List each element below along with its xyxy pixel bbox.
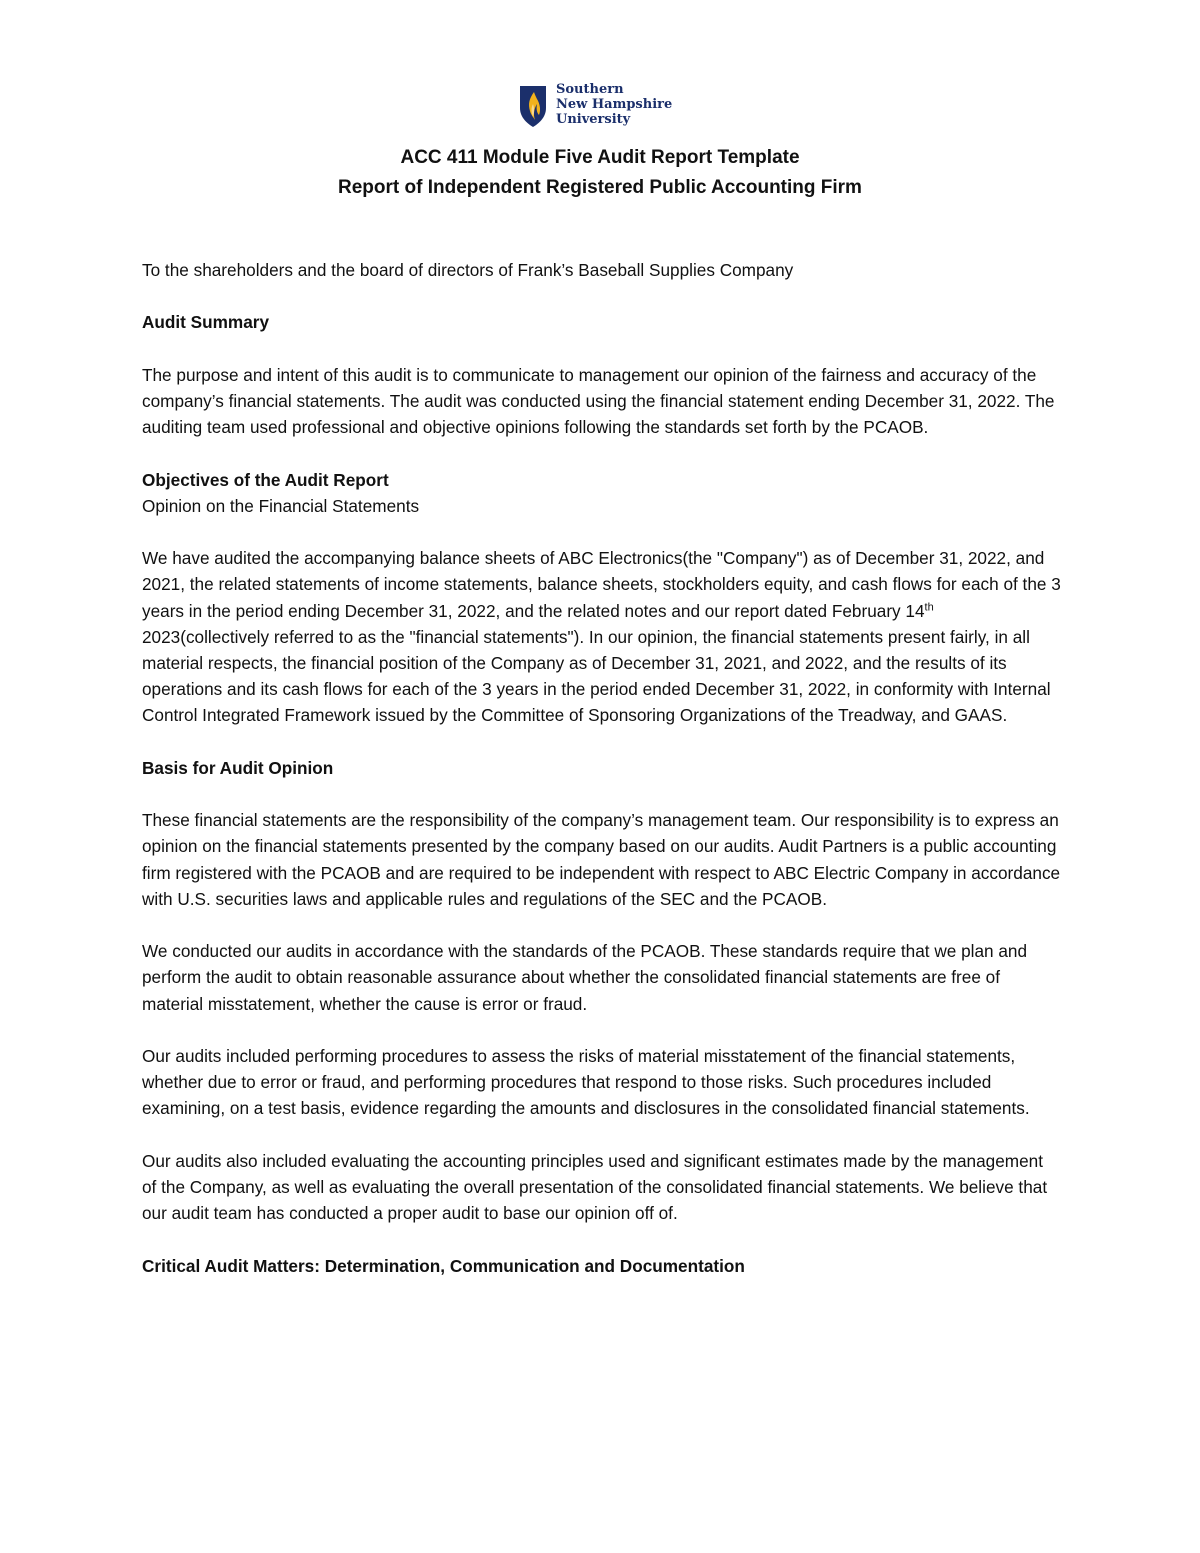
- objectives-heading: Objectives of the Audit Report: [142, 469, 389, 490]
- basis-paragraph-3: Our audits included performing procedures to assess the risks of material misstatement of the financial statements, whether due to error or fraud, and performing procedures that respond to those risks. Such procedures included examining, on a test basis, evidence regarding the amounts and disclosures in the consolidated financial statements.: [142, 1045, 1030, 1119]
- document-body: [142, 257, 1062, 1279]
- basis-paragraph-4: Our audits also included evaluating the accounting principles used and significant estimates made by the management of the Company, as well as evaluating the overall presentation of the consolidated financial statements. We believe that our audit team has conducted a proper audit to base our opinion off of.: [142, 1150, 1048, 1224]
- shield-flame-icon: [518, 84, 548, 128]
- ordinal-suffix: th: [924, 600, 934, 613]
- opinion-paragraph: [142, 545, 1062, 728]
- opinion-text-part-2: 2023(collectively referred to as the "financial statements"). In our opinion, the financial statements present fairly, in all material respects, the financial position of the Company as of December 31, 2021, and 2022, and the results of its operations and its cash flows for each of the 3 years in the period ended December 31, 2022, in conformity with Internal Control Integrated Framework issued by the Committee of Sponsoring Organizations of the Treadway, and GAAS.: [142, 626, 1051, 726]
- basis-paragraph-2: We conducted our audits in accordance with the standards of the PCAOB. These standards require that we plan and perform the audit to obtain reasonable assurance about whether the consolidated financial statements are free of material misstatement, whether the cause is error or fraud.: [142, 941, 1028, 1014]
- logo-line-3: University: [556, 112, 631, 127]
- logo-line-1: Southern: [556, 82, 624, 97]
- basis-paragraph-1: These financial statements are the responsibility of the company’s management team. Our responsibility is to express an opinion on the financial statements presented by the company based on our audits. Audit Partners is a public accounting firm registered with the PCAOB and are required to be independent with respect to ABC Electric Company in accordance with U.S. securities laws and applicable rules and regulations of the SEC and the PCAOB.: [142, 810, 1061, 909]
- logo-line-2: New Hampshire: [556, 97, 673, 112]
- objectives-subheading: Opinion on the Financial Statements: [142, 495, 420, 516]
- document-subtitle: Report of Independent Registered Public Accounting Firm: [338, 177, 862, 198]
- document-title: ACC 411 Module Five Audit Report Template: [400, 147, 800, 168]
- basis-heading: Basis for Audit Opinion: [142, 757, 334, 778]
- logo-wordmark: [556, 82, 672, 127]
- audit-summary-heading: Audit Summary: [142, 312, 270, 333]
- critical-audit-matters-heading: Critical Audit Matters: Determination, Communication and Documentation: [142, 1255, 745, 1276]
- addressee-line: To the shareholders and the board of directors of Frank’s Baseball Supplies Company: [142, 260, 794, 280]
- university-logo: [518, 82, 688, 136]
- audit-summary-paragraph: The purpose and intent of this audit is to communicate to management our opinion of the fairness and accuracy of the company’s financial statements. The audit was conducted using the financial statement ending December 31, 2022. The auditing team used professional and objective opinions following the standards set forth by the PCAOB.: [142, 364, 1055, 438]
- opinion-text-part-1: We have audited the accompanying balance sheets of ABC Electronics(the "Company") as of December 31, 2022, and 2021, the related statements of income statements, balance sheets, stockholders equity, and cash flows for each of the 3 years in the period ending December 31, 2022, and the related notes and our report dated February 14: [142, 548, 1061, 621]
